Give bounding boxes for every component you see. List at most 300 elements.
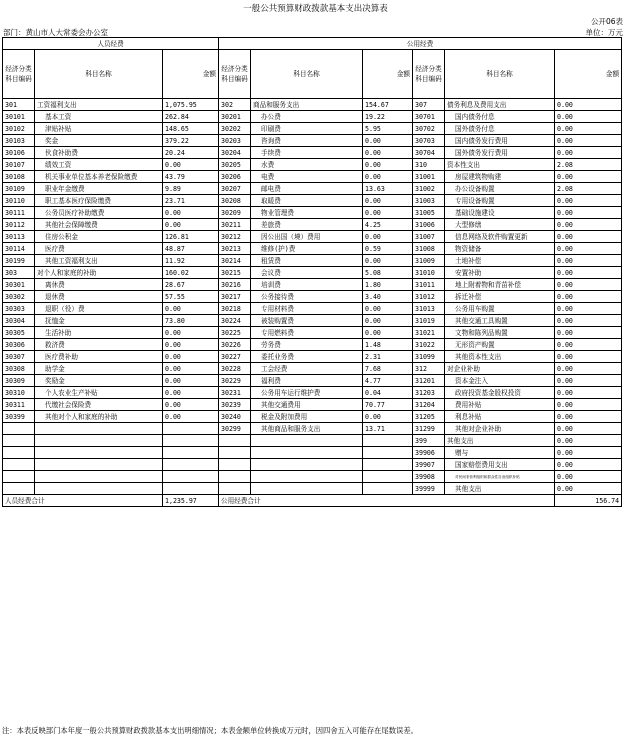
- code-cell: 31099: [413, 351, 445, 363]
- name-cell: [251, 471, 363, 483]
- code-cell: 30114: [3, 243, 35, 255]
- name-cell: 土地补偿: [445, 255, 555, 267]
- amount-cell: 0.00: [363, 159, 413, 171]
- code-cell: 30102: [3, 123, 35, 135]
- code-cell: 30214: [219, 255, 251, 267]
- amount-cell: 0.00: [555, 423, 622, 435]
- name-cell: 公务接待费: [251, 291, 363, 303]
- name-cell: 其他商品和服务支出: [251, 423, 363, 435]
- form-number: 公开06表: [590, 17, 623, 26]
- amount-cell: 0.00: [163, 351, 219, 363]
- code-cell: [219, 483, 251, 495]
- amount-cell: 9.89: [163, 183, 219, 195]
- amount-cell: 5.95: [363, 123, 413, 135]
- code-cell: [219, 435, 251, 447]
- name-cell: 税金及附加费用: [251, 411, 363, 423]
- table-row: [3, 471, 622, 483]
- table-row: [3, 183, 622, 195]
- code-cell: 30212: [219, 231, 251, 243]
- code-cell: 30240: [219, 411, 251, 423]
- name-cell: 国外债务付息: [445, 123, 555, 135]
- code-cell: 30202: [219, 123, 251, 135]
- name-cell: 办公费: [251, 111, 363, 123]
- amount-cell: 0.00: [555, 267, 622, 279]
- code-cell: [3, 459, 35, 471]
- amount-cell: 0.00: [163, 219, 219, 231]
- name-cell: 物业管理费: [251, 207, 363, 219]
- report-title: 一般公共预算财政拨款基本支出决算表: [243, 4, 388, 14]
- name-cell: 其他工资福利支出: [35, 255, 163, 267]
- department-label: 部门：黄山市人大常委会办公室: [3, 28, 108, 37]
- amount-cell: 70.77: [363, 399, 413, 411]
- amount-cell: 23.71: [163, 195, 219, 207]
- code-cell: [219, 447, 251, 459]
- amount-cell: 0.00: [363, 255, 413, 267]
- code-cell: 30215: [219, 267, 251, 279]
- amount-cell: 0.00: [555, 459, 622, 471]
- amount-cell: 0.00: [555, 147, 622, 159]
- table-row: [3, 195, 622, 207]
- name-cell: 其他交通费用: [251, 399, 363, 411]
- code-cell: 30107: [3, 159, 35, 171]
- code-cell: 39908: [413, 471, 445, 483]
- code-cell: 30228: [219, 363, 251, 375]
- name-cell: 文物和陈列品购置: [445, 327, 555, 339]
- code-cell: [3, 483, 35, 495]
- name-cell: 培训费: [251, 279, 363, 291]
- code-cell: 30101: [3, 111, 35, 123]
- code-cell: 30310: [3, 387, 35, 399]
- code-cell: 31003: [413, 195, 445, 207]
- amount-cell: [163, 447, 219, 459]
- code-cell: 30229: [219, 375, 251, 387]
- amount-cell: 0.00: [555, 351, 622, 363]
- col-header-amount-2: 金额: [363, 50, 413, 99]
- table-row: [3, 219, 622, 231]
- name-cell: 医疗费: [35, 243, 163, 255]
- name-cell: [251, 447, 363, 459]
- name-cell: 国内债务付息: [445, 111, 555, 123]
- table-row: [3, 231, 622, 243]
- code-cell: 399: [413, 435, 445, 447]
- personnel-total-label: 人员经费合计: [3, 495, 163, 507]
- name-cell: 信息网络及软件购置更新: [445, 231, 555, 243]
- name-cell: 债务利息及费用支出: [445, 99, 555, 111]
- name-cell: 职业年金缴费: [35, 183, 163, 195]
- name-cell: 奖金: [35, 135, 163, 147]
- name-cell: 代缴社会保险费: [35, 399, 163, 411]
- amount-cell: [163, 471, 219, 483]
- name-cell: 工会经费: [251, 363, 363, 375]
- code-cell: 302: [219, 99, 251, 111]
- name-cell: [35, 483, 163, 495]
- name-cell: 职工基本医疗保险缴费: [35, 195, 163, 207]
- table-row: [3, 267, 622, 279]
- code-cell: [219, 459, 251, 471]
- code-cell: 31005: [413, 207, 445, 219]
- name-cell: [35, 435, 163, 447]
- name-cell: 无形资产购置: [445, 339, 555, 351]
- name-cell: 取暖费: [251, 195, 363, 207]
- name-cell: 其他对个人和家庭的补助: [35, 411, 163, 423]
- table-row: [3, 411, 622, 423]
- name-cell: 国外债务发行费用: [445, 147, 555, 159]
- code-cell: 312: [413, 363, 445, 375]
- code-cell: 30299: [219, 423, 251, 435]
- amount-cell: 0.00: [555, 231, 622, 243]
- amount-cell: 0.00: [363, 303, 413, 315]
- table-row: [3, 351, 622, 363]
- amount-cell: 0.00: [163, 363, 219, 375]
- code-cell: 31011: [413, 279, 445, 291]
- table-row: [3, 207, 622, 219]
- amount-cell: [163, 459, 219, 471]
- amount-cell: 0.00: [555, 387, 622, 399]
- name-cell: 伙食补助费: [35, 147, 163, 159]
- amount-cell: 0.00: [555, 339, 622, 351]
- name-cell: 邮电费: [251, 183, 363, 195]
- amount-cell: 0.00: [555, 375, 622, 387]
- name-cell: 公务员医疗补助缴费: [35, 207, 163, 219]
- code-cell: 30302: [3, 291, 35, 303]
- amount-cell: 43.79: [163, 171, 219, 183]
- name-cell: 物资储备: [445, 243, 555, 255]
- amount-cell: [363, 471, 413, 483]
- code-cell: 31205: [413, 411, 445, 423]
- amount-cell: 126.81: [163, 231, 219, 243]
- code-cell: 31013: [413, 303, 445, 315]
- code-cell: 30113: [3, 231, 35, 243]
- code-cell: 30203: [219, 135, 251, 147]
- col-header-amount-3: 金额: [555, 50, 622, 99]
- amount-cell: 0.00: [363, 411, 413, 423]
- table-row: [3, 147, 622, 159]
- amount-cell: 7.68: [363, 363, 413, 375]
- code-cell: 30703: [413, 135, 445, 147]
- table-row: [3, 279, 622, 291]
- code-cell: 30303: [3, 303, 35, 315]
- amount-cell: 4.77: [363, 375, 413, 387]
- table-row: [3, 243, 622, 255]
- code-cell: 30224: [219, 315, 251, 327]
- unit-label: 单位：万元: [585, 28, 623, 37]
- table-row: [3, 111, 622, 123]
- code-cell: 30226: [219, 339, 251, 351]
- code-cell: [3, 423, 35, 435]
- name-cell: 因公出国（境）费用: [251, 231, 363, 243]
- code-cell: 30309: [3, 375, 35, 387]
- amount-cell: 0.00: [555, 303, 622, 315]
- amount-cell: 0.00: [363, 147, 413, 159]
- name-cell: 商品和服务支出: [251, 99, 363, 111]
- code-cell: 30231: [219, 387, 251, 399]
- code-cell: 303: [3, 267, 35, 279]
- amount-cell: [363, 483, 413, 495]
- table-row: [3, 435, 622, 447]
- amount-cell: 0.00: [555, 483, 622, 495]
- amount-cell: 0.00: [555, 411, 622, 423]
- amount-cell: 0.00: [163, 411, 219, 423]
- amount-cell: [163, 423, 219, 435]
- amount-cell: 0.00: [555, 123, 622, 135]
- code-cell: [219, 471, 251, 483]
- table-row: [3, 459, 622, 471]
- amount-cell: 0.00: [555, 363, 622, 375]
- table-row: [3, 159, 622, 171]
- code-cell: 31010: [413, 267, 445, 279]
- amount-cell: 2.08: [555, 159, 622, 171]
- name-cell: 基础设施建设: [445, 207, 555, 219]
- amount-cell: 0.00: [555, 171, 622, 183]
- amount-cell: 0.00: [555, 111, 622, 123]
- name-cell: 维修(护)费: [251, 243, 363, 255]
- public-total-amount: 156.74: [555, 495, 622, 507]
- name-cell: 安置补助: [445, 267, 555, 279]
- amount-cell: 148.65: [163, 123, 219, 135]
- name-cell: 费用补贴: [445, 399, 555, 411]
- name-cell: 医疗费补助: [35, 351, 163, 363]
- code-cell: 30199: [3, 255, 35, 267]
- code-cell: 30201: [219, 111, 251, 123]
- table-row: [3, 483, 622, 495]
- table-row: [3, 291, 622, 303]
- expenditure-table: [2, 37, 622, 507]
- name-cell: 会议费: [251, 267, 363, 279]
- amount-cell: 0.00: [163, 159, 219, 171]
- name-cell: 房屋建筑物购建: [445, 171, 555, 183]
- name-cell: 赠与: [445, 447, 555, 459]
- code-cell: 30211: [219, 219, 251, 231]
- code-cell: 30204: [219, 147, 251, 159]
- code-cell: 31201: [413, 375, 445, 387]
- code-cell: 39999: [413, 483, 445, 495]
- amount-cell: 2.31: [363, 351, 413, 363]
- code-cell: [3, 447, 35, 459]
- code-cell: 31022: [413, 339, 445, 351]
- amount-cell: 0.00: [555, 219, 622, 231]
- amount-cell: 0.00: [555, 447, 622, 459]
- code-cell: 30112: [3, 219, 35, 231]
- col-header-name-2: 科目名称: [251, 50, 363, 99]
- name-cell: 咨询费: [251, 135, 363, 147]
- name-cell: 工资福利支出: [35, 99, 163, 111]
- name-cell: 其他支出: [445, 483, 555, 495]
- code-cell: 30301: [3, 279, 35, 291]
- amount-cell: 1,075.95: [163, 99, 219, 111]
- name-cell: 委托业务费: [251, 351, 363, 363]
- name-cell: 办公设备购置: [445, 183, 555, 195]
- name-cell: [35, 447, 163, 459]
- amount-cell: 0.00: [163, 327, 219, 339]
- amount-cell: 3.40: [363, 291, 413, 303]
- table-row: [3, 447, 622, 459]
- name-cell: 差旅费: [251, 219, 363, 231]
- code-cell: 30108: [3, 171, 35, 183]
- code-cell: 31021: [413, 327, 445, 339]
- code-cell: [3, 471, 35, 483]
- code-cell: 39907: [413, 459, 445, 471]
- name-cell: 退休费: [35, 291, 163, 303]
- code-cell: 30225: [219, 327, 251, 339]
- code-cell: 30305: [3, 327, 35, 339]
- code-cell: 30207: [219, 183, 251, 195]
- amount-cell: 0.00: [363, 195, 413, 207]
- code-cell: 30218: [219, 303, 251, 315]
- name-cell: [251, 483, 363, 495]
- name-cell: 对个人和家庭的补助: [35, 267, 163, 279]
- code-cell: 31299: [413, 423, 445, 435]
- name-cell: 拆迁补偿: [445, 291, 555, 303]
- code-cell: 30306: [3, 339, 35, 351]
- table-row: [3, 99, 622, 111]
- code-cell: 30702: [413, 123, 445, 135]
- name-cell: [35, 459, 163, 471]
- name-cell: 退职（役）费: [35, 303, 163, 315]
- code-cell: 30227: [219, 351, 251, 363]
- name-cell: 抚恤金: [35, 315, 163, 327]
- amount-cell: 0.00: [555, 399, 622, 411]
- amount-cell: 0.00: [555, 327, 622, 339]
- amount-cell: 0.00: [163, 399, 219, 411]
- amount-cell: [363, 447, 413, 459]
- name-cell: 其他对企业补助: [445, 423, 555, 435]
- code-cell: 30208: [219, 195, 251, 207]
- amount-cell: 5.08: [363, 267, 413, 279]
- code-cell: 30304: [3, 315, 35, 327]
- amount-cell: 0.00: [163, 339, 219, 351]
- table-row: [3, 339, 622, 351]
- name-cell: 津贴补贴: [35, 123, 163, 135]
- amount-cell: 0.00: [363, 315, 413, 327]
- amount-cell: 20.24: [163, 147, 219, 159]
- amount-cell: 0.00: [163, 207, 219, 219]
- name-cell: 公务用车购置: [445, 303, 555, 315]
- amount-cell: 0.00: [555, 315, 622, 327]
- name-cell: 手续费: [251, 147, 363, 159]
- code-cell: 31006: [413, 219, 445, 231]
- amount-cell: 0.00: [363, 135, 413, 147]
- table-row: [3, 123, 622, 135]
- table-row: [3, 375, 622, 387]
- name-cell: 离休费: [35, 279, 163, 291]
- name-cell: 电费: [251, 171, 363, 183]
- code-cell: 30311: [3, 399, 35, 411]
- name-cell: 奖励金: [35, 375, 163, 387]
- code-cell: 310: [413, 159, 445, 171]
- name-cell: [251, 435, 363, 447]
- name-cell: 专用材料费: [251, 303, 363, 315]
- personnel-total-amount: 1,235.97: [163, 495, 219, 507]
- name-cell: 福利费: [251, 375, 363, 387]
- name-cell: 助学金: [35, 363, 163, 375]
- table-row: [3, 255, 622, 267]
- amount-cell: 1.80: [363, 279, 413, 291]
- amount-cell: 1.48: [363, 339, 413, 351]
- name-cell: 基本工资: [35, 111, 163, 123]
- name-cell: 其他交通工具购置: [445, 315, 555, 327]
- amount-cell: 0.00: [555, 195, 622, 207]
- name-cell: 专用设备购置: [445, 195, 555, 207]
- amount-cell: 13.63: [363, 183, 413, 195]
- table-row: [3, 387, 622, 399]
- code-cell: 30111: [3, 207, 35, 219]
- code-cell: 30106: [3, 147, 35, 159]
- name-cell: [35, 471, 163, 483]
- name-cell: 国内债务发行费用: [445, 135, 555, 147]
- amount-cell: [163, 435, 219, 447]
- code-cell: 31012: [413, 291, 445, 303]
- amount-cell: 0.00: [363, 207, 413, 219]
- name-cell: 劳务费: [251, 339, 363, 351]
- code-cell: 31009: [413, 255, 445, 267]
- table-row: [3, 423, 622, 435]
- code-cell: 31203: [413, 387, 445, 399]
- table-row: [3, 303, 622, 315]
- amount-cell: 0.04: [363, 387, 413, 399]
- code-cell: 30110: [3, 195, 35, 207]
- table-row: [3, 315, 622, 327]
- code-cell: 31007: [413, 231, 445, 243]
- col-header-name: 科目名称: [35, 50, 163, 99]
- code-cell: 39906: [413, 447, 445, 459]
- code-cell: 301: [3, 99, 35, 111]
- code-cell: 30213: [219, 243, 251, 255]
- amount-cell: 2.08: [555, 183, 622, 195]
- amount-cell: 28.67: [163, 279, 219, 291]
- name-cell: 对企业补助: [445, 363, 555, 375]
- amount-cell: 0.00: [555, 243, 622, 255]
- code-cell: 30308: [3, 363, 35, 375]
- name-cell: 住房公积金: [35, 231, 163, 243]
- amount-cell: [163, 483, 219, 495]
- col-header-code-2: 经济分类科目编码: [219, 50, 251, 99]
- amount-cell: [363, 435, 413, 447]
- code-cell: 31008: [413, 243, 445, 255]
- name-cell: 国家赔偿费用支出: [445, 459, 555, 471]
- name-cell: 印刷费: [251, 123, 363, 135]
- name-cell: 大型修缮: [445, 219, 555, 231]
- group-header-public: 公用经费: [219, 38, 622, 50]
- amount-cell: 0.00: [555, 255, 622, 267]
- code-cell: 30704: [413, 147, 445, 159]
- table-row: [3, 399, 622, 411]
- amount-cell: 0.00: [163, 303, 219, 315]
- amount-cell: 0.00: [555, 279, 622, 291]
- col-header-name-3: 科目名称: [445, 50, 555, 99]
- amount-cell: 0.00: [363, 231, 413, 243]
- table-row: [3, 135, 622, 147]
- name-cell: 其他社会保障缴费: [35, 219, 163, 231]
- amount-cell: 19.22: [363, 111, 413, 123]
- amount-cell: 0.00: [363, 171, 413, 183]
- code-cell: [3, 435, 35, 447]
- amount-cell: 160.02: [163, 267, 219, 279]
- amount-cell: 73.80: [163, 315, 219, 327]
- code-cell: 30701: [413, 111, 445, 123]
- amount-cell: 0.59: [363, 243, 413, 255]
- name-cell: 其他支出: [445, 435, 555, 447]
- name-cell: 机关事业单位基本养老保险缴费: [35, 171, 163, 183]
- code-cell: 31001: [413, 171, 445, 183]
- code-cell: 30109: [3, 183, 35, 195]
- amount-cell: 0.00: [555, 471, 622, 483]
- col-header-amount: 金额: [163, 50, 219, 99]
- name-cell: 资本性支出: [445, 159, 555, 171]
- name-cell: 公务用车运行维护费: [251, 387, 363, 399]
- code-cell: 31019: [413, 315, 445, 327]
- code-cell: 30209: [219, 207, 251, 219]
- name-cell: 对民间非营利组织和群众性自治组织补贴: [445, 471, 555, 483]
